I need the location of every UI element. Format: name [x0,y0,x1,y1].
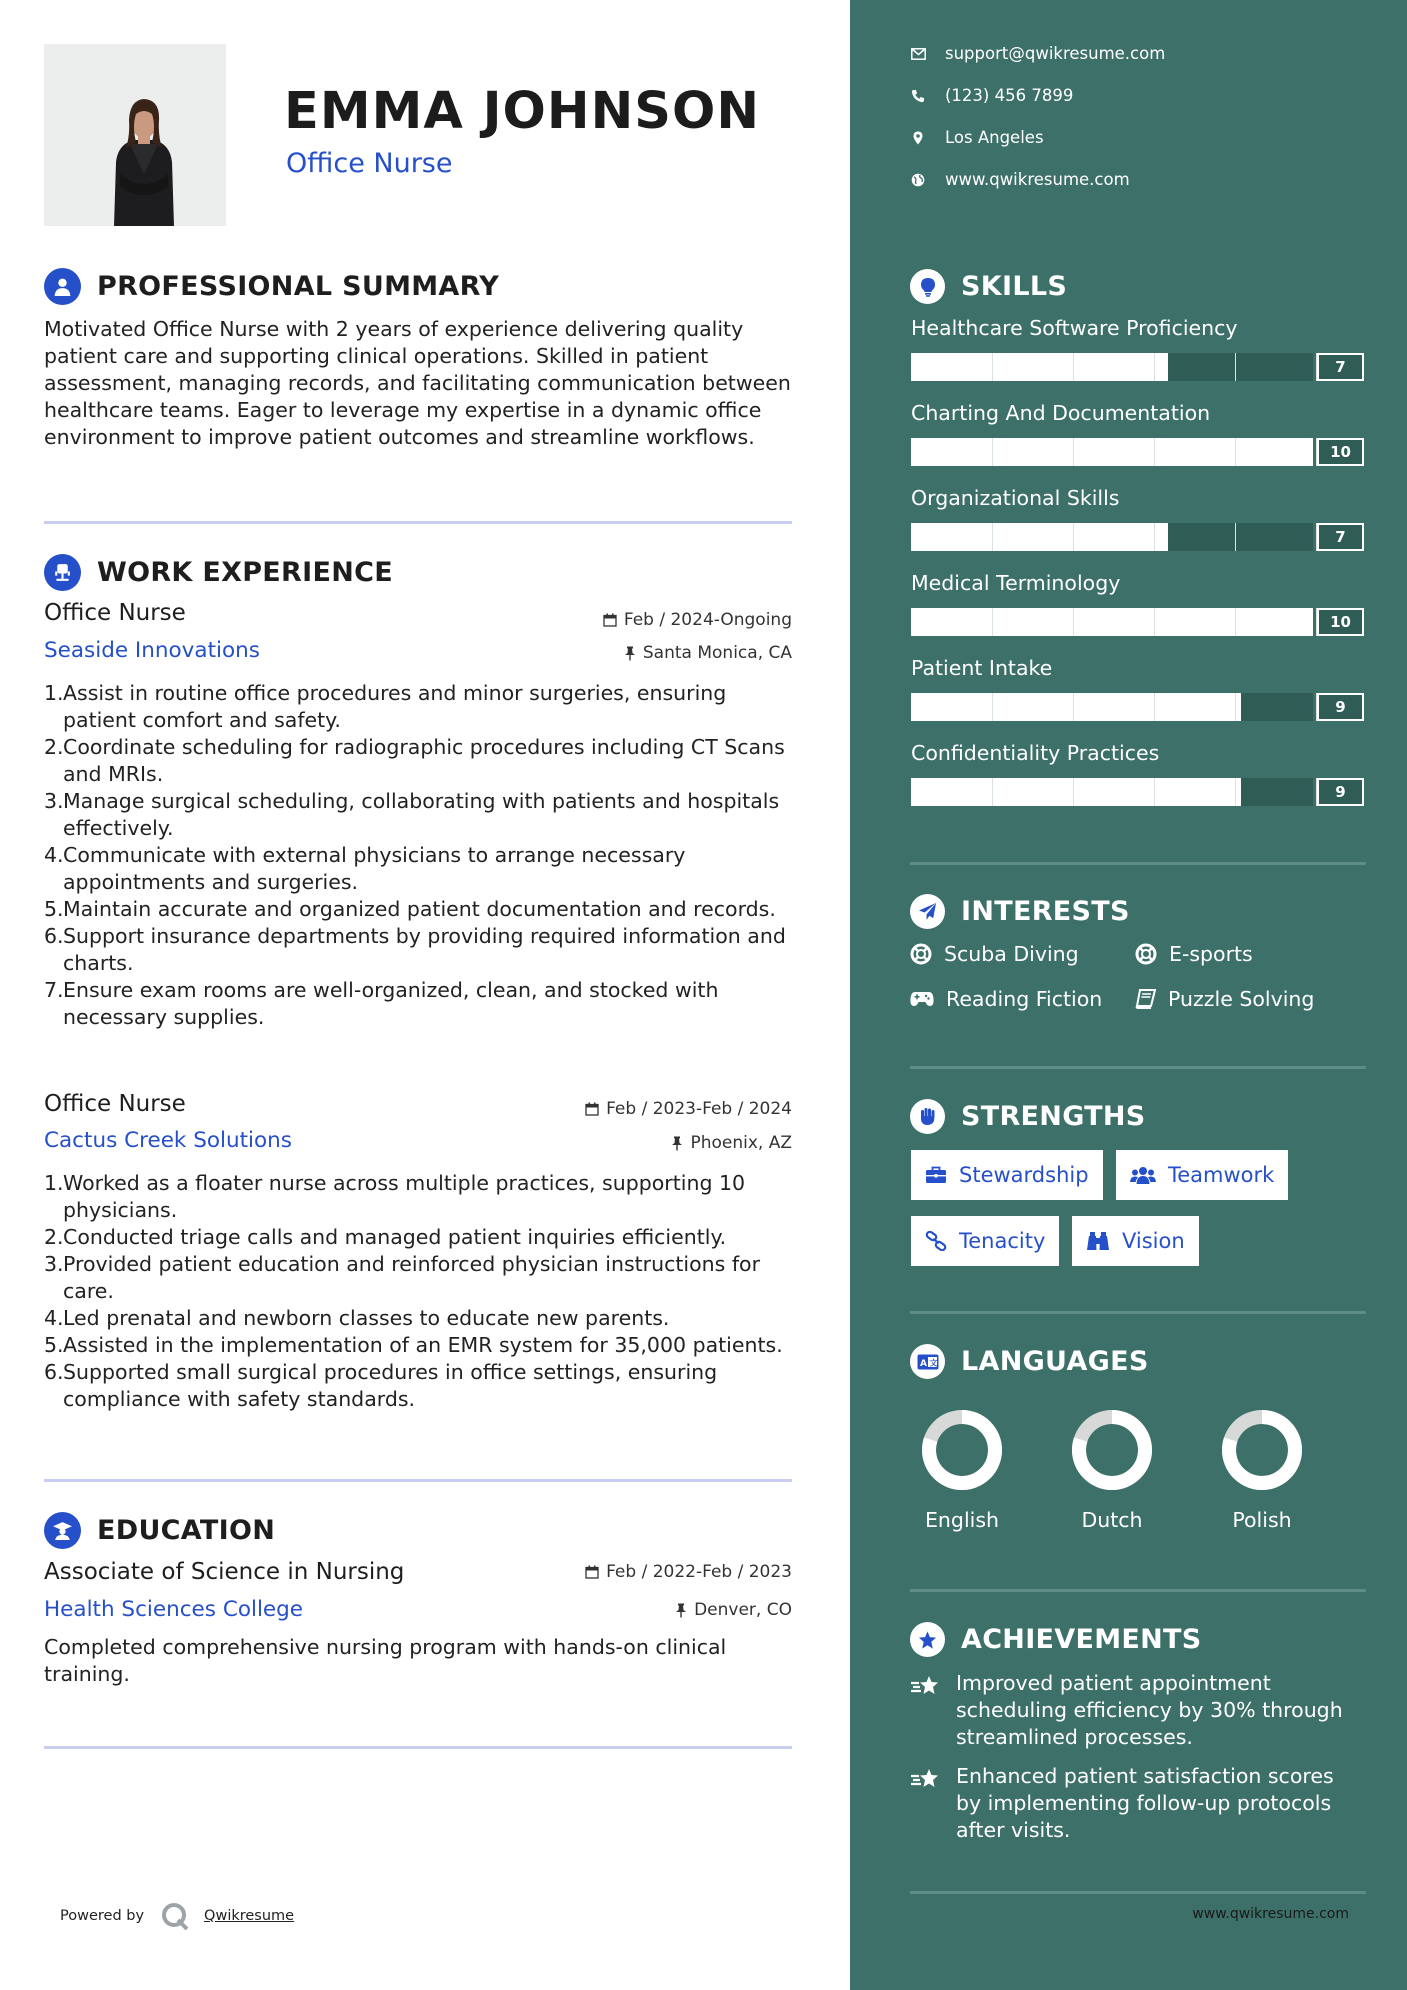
contact-website[interactable] [910,170,1130,189]
strengths-title: STRENGTHS [961,1101,1146,1132]
education-dates-text: Feb / 2022-Feb / 2023 [606,1562,792,1582]
binoculars-icon [1086,1231,1110,1251]
skill-bar-fill [911,438,1313,466]
skill-bar-tick [992,523,993,551]
link-icon [925,1231,947,1251]
strength-label: Stewardship [959,1163,1089,1187]
phone-icon [910,89,926,103]
skill-bar-tick [1073,608,1074,636]
footer-website[interactable]: www.qwikresume.com [1192,1906,1349,1922]
powered-by-label: Powered by [60,1908,145,1924]
skill-bar-fill [911,608,1313,636]
education-title: EDUCATION [97,1515,276,1546]
skill-bar-tick [1235,523,1236,551]
gamepad-icon [910,991,934,1007]
strength-badge [911,1216,1059,1266]
briefcase-icon [925,1166,947,1184]
section-divider [44,1746,792,1749]
contact-email[interactable] [910,44,1165,63]
list-item: 6. Support insurance departments by providing required information and charts. [44,924,786,975]
candidate-role: Office Nurse [286,148,453,179]
interests-heading [910,894,1130,929]
job-dates [603,610,792,630]
strength-badge [911,1150,1103,1200]
language-name: English [924,1508,1000,1532]
skill-bar-tick [992,693,993,721]
skill-bar-tick [1073,693,1074,721]
experience-heading [44,554,393,591]
office-chair-icon [44,554,81,591]
interest-label: Puzzle Solving [1168,987,1315,1011]
job-duties-list [44,680,804,1031]
skill-bar-fill [911,353,1168,381]
interest-label: E-sports [1169,942,1253,966]
pin-icon [624,646,636,661]
skill-bar-tick [1235,693,1236,721]
education-heading [44,1512,275,1549]
qwikresume-logo-icon [160,1901,190,1931]
skill-bar-tick [1235,608,1236,636]
list-item: 3. Manage surgical scheduling, collaborating with patients and hospitals effectively. [44,789,780,840]
skill-bar [911,353,1313,381]
skill-bar [911,438,1313,466]
skill-bar-tick [1235,353,1236,381]
list-item: 6. Supported small surgical procedures in office settings, ensuring compliance with safety standards. [44,1360,718,1411]
skill-bar-tick [1154,353,1155,381]
interest-item [1135,987,1314,1011]
skill-bar-tick [1073,523,1074,551]
summary-heading [44,268,499,305]
section-divider [910,862,1366,865]
paper-plane-icon [910,894,945,929]
skill-score: 7 [1317,353,1364,381]
language-proficiency-ring [1070,1408,1154,1492]
calendar-icon [585,1102,599,1116]
job-title: Office Nurse [44,1091,186,1117]
skill-bar-tick [1073,778,1074,806]
list-item: 7. Ensure exam rooms are well-organized, clean, and stocked with necessary supplies. [44,978,719,1029]
skill-bar-tick [992,778,993,806]
languages-title: LANGUAGES [961,1346,1149,1377]
list-item: 5. Maintain accurate and organized patient documentation and records. [44,897,776,921]
skill-bar [911,523,1313,551]
skill-bar-tick [1073,353,1074,381]
job-dates-text: Feb / 2024-Ongoing [623,610,792,630]
list-item: 5. Assisted in the implementation of an EMR system for 35,000 patients. [44,1333,783,1357]
skill-score: 10 [1317,438,1364,466]
education-location-text: Denver, CO [694,1600,792,1620]
achievements-heading [910,1622,1202,1657]
contact-website-text: www.qwikresume.com [945,170,1130,189]
graduate-icon [44,1512,81,1549]
company-name: Seaside Innovations [44,638,260,663]
language-proficiency-ring [1220,1408,1304,1492]
summary-text: Motivated Office Nurse with 2 years of experience delivering quality patient care and supporting clinical operations. Skilled in patient assessment, managing records, and facilitating communication between healthcare teams. Eager to leverage my expertise in a dynamic office environment to improve patient outcomes and streamline workflows. [44,317,791,449]
profile-photo [44,44,226,226]
languages-heading [910,1344,1149,1379]
skill-score: 7 [1317,523,1364,551]
skill-bar-tick [1154,438,1155,466]
shooting-star-icon [910,1767,942,1791]
skill-bar-tick [992,438,993,466]
interest-label: Scuba Diving [944,942,1079,966]
pin-icon [671,1136,683,1151]
skill-name: Patient Intake [911,656,1053,680]
users-icon [1130,1166,1156,1184]
contact-phone[interactable] [910,86,1073,105]
language-item [902,1408,1022,1532]
skill-bar-tick [992,353,993,381]
skill-bar-tick [1154,608,1155,636]
skill-bar-fill [911,693,1241,721]
degree-title: Associate of Science in Nursing [44,1559,405,1585]
shooting-star-icon [910,1674,942,1698]
interest-label: Reading Fiction [946,987,1103,1011]
strength-label: Teamwork [1168,1163,1275,1187]
skill-bar-tick [1235,778,1236,806]
star-badge-icon [910,1622,945,1657]
interest-item [910,987,1102,1011]
language-icon [910,1344,945,1379]
job-location-text: Santa Monica, CA [642,643,792,663]
interest-item [910,942,1079,966]
job-location [671,1133,792,1153]
education-dates [585,1562,792,1582]
language-name: Dutch [1081,1508,1143,1532]
contact-email-text: support@qwikresume.com [945,44,1166,63]
skill-bar-tick [1073,438,1074,466]
job-duties-list [44,1170,804,1413]
fist-icon [910,1099,945,1134]
skill-name: Confidentiality Practices [911,741,1160,765]
list-item: 2. Conducted triage calls and managed patient inquiries efficiently. [44,1225,727,1249]
skill-score: 10 [1317,608,1364,636]
language-item [1052,1408,1172,1532]
svg-text:文: 文 [929,1358,937,1367]
strengths-heading [910,1099,1146,1134]
globe-icon [910,173,926,187]
powered-by [60,1901,294,1931]
list-item: 4. Communicate with external physicians to arrange necessary appointments and surgeries. [44,843,686,894]
calendar-icon [603,613,617,627]
pin-icon [675,1603,687,1618]
interest-item [1135,942,1253,966]
section-divider [910,1066,1366,1069]
list-item: 1. Assist in routine office procedures and minor surgeries, ensuring patient comfort and safety. [44,681,727,732]
skill-name: Organizational Skills [911,486,1120,510]
list-item: 2. Coordinate scheduling for radiographic procedures including CT Scans and MRIs. [44,735,785,786]
calendar-icon [585,1565,599,1579]
strength-badge [1072,1216,1199,1266]
skill-score: 9 [1317,778,1364,806]
job-location [624,643,792,663]
sidebar [850,0,1407,1990]
experience-title: WORK EXPERIENCE [97,557,393,588]
skills-heading [910,269,1067,304]
skill-bar-fill [911,778,1241,806]
section-divider [910,1311,1366,1314]
contact-phone-text: (123) 456 7899 [945,86,1074,105]
strength-label: Vision [1122,1229,1185,1253]
skill-bar [911,693,1313,721]
school-name: Health Sciences College [44,1597,304,1622]
section-divider [44,521,792,524]
skill-bar-tick [1154,523,1155,551]
skill-name: Medical Terminology [911,571,1121,595]
skill-bar [911,608,1313,636]
job-location-text: Phoenix, AZ [690,1133,792,1153]
book-icon [1135,989,1156,1009]
education-description: Completed comprehensive nursing program with hands-on clinical training. [44,1635,727,1686]
candidate-name: EMMA JOHNSON [284,82,761,141]
strength-label: Tenacity [959,1229,1046,1253]
language-proficiency-ring [920,1408,1004,1492]
life-ring-icon [910,943,932,965]
skill-score: 9 [1317,693,1364,721]
achievements-title: ACHIEVEMENTS [961,1624,1202,1655]
lightbulb-icon [910,269,945,304]
life-ring-icon [1135,943,1157,965]
job-title: Office Nurse [44,600,186,626]
section-divider [910,1891,1366,1894]
job-dates-text: Feb / 2023-Feb / 2024 [606,1099,792,1119]
svg-text:A: A [919,1358,927,1369]
skill-bar-tick [992,608,993,636]
skills-title: SKILLS [961,271,1068,302]
section-divider [910,1589,1366,1592]
language-item [1202,1408,1322,1532]
envelope-icon [910,48,926,60]
skill-bar-fill [911,523,1168,551]
company-name: Cactus Creek Solutions [44,1128,293,1153]
contact-location [910,128,1044,147]
interests-title: INTERESTS [961,896,1130,927]
language-name: Polish [1232,1508,1292,1532]
contact-location-text: Los Angeles [945,128,1044,147]
achievement-item [910,1670,1360,1751]
skill-name: Healthcare Software Proficiency [911,316,1238,340]
skill-bar-tick [1235,438,1236,466]
skill-name: Charting And Documentation [911,401,1211,425]
list-item: 3. Provided patient education and reinforced physician instructions for care. [44,1252,761,1303]
strength-badge [1116,1150,1288,1200]
qwikresume-link[interactable]: Qwikresume [204,1908,295,1924]
achievement-text: Improved patient appointment scheduling efficiency by 30% through streamlined processes. [956,1671,1343,1749]
user-icon [44,268,81,305]
skill-bar [911,778,1313,806]
summary-title: PROFESSIONAL SUMMARY [97,271,500,302]
list-item: 1. Worked as a floater nurse across multiple practices, supporting 10 physicians. [44,1171,746,1222]
skill-bar-tick [1154,693,1155,721]
skill-bar-tick [1154,778,1155,806]
achievement-text: Enhanced patient satisfaction scores by implementing follow-up protocols after visits. [956,1764,1334,1842]
section-divider [44,1479,792,1482]
job-dates [585,1099,792,1119]
map-marker-icon [910,131,926,145]
achievement-item [910,1763,1360,1844]
list-item: 4. Led prenatal and newborn classes to educate new parents. [44,1306,670,1330]
education-location [675,1600,792,1620]
